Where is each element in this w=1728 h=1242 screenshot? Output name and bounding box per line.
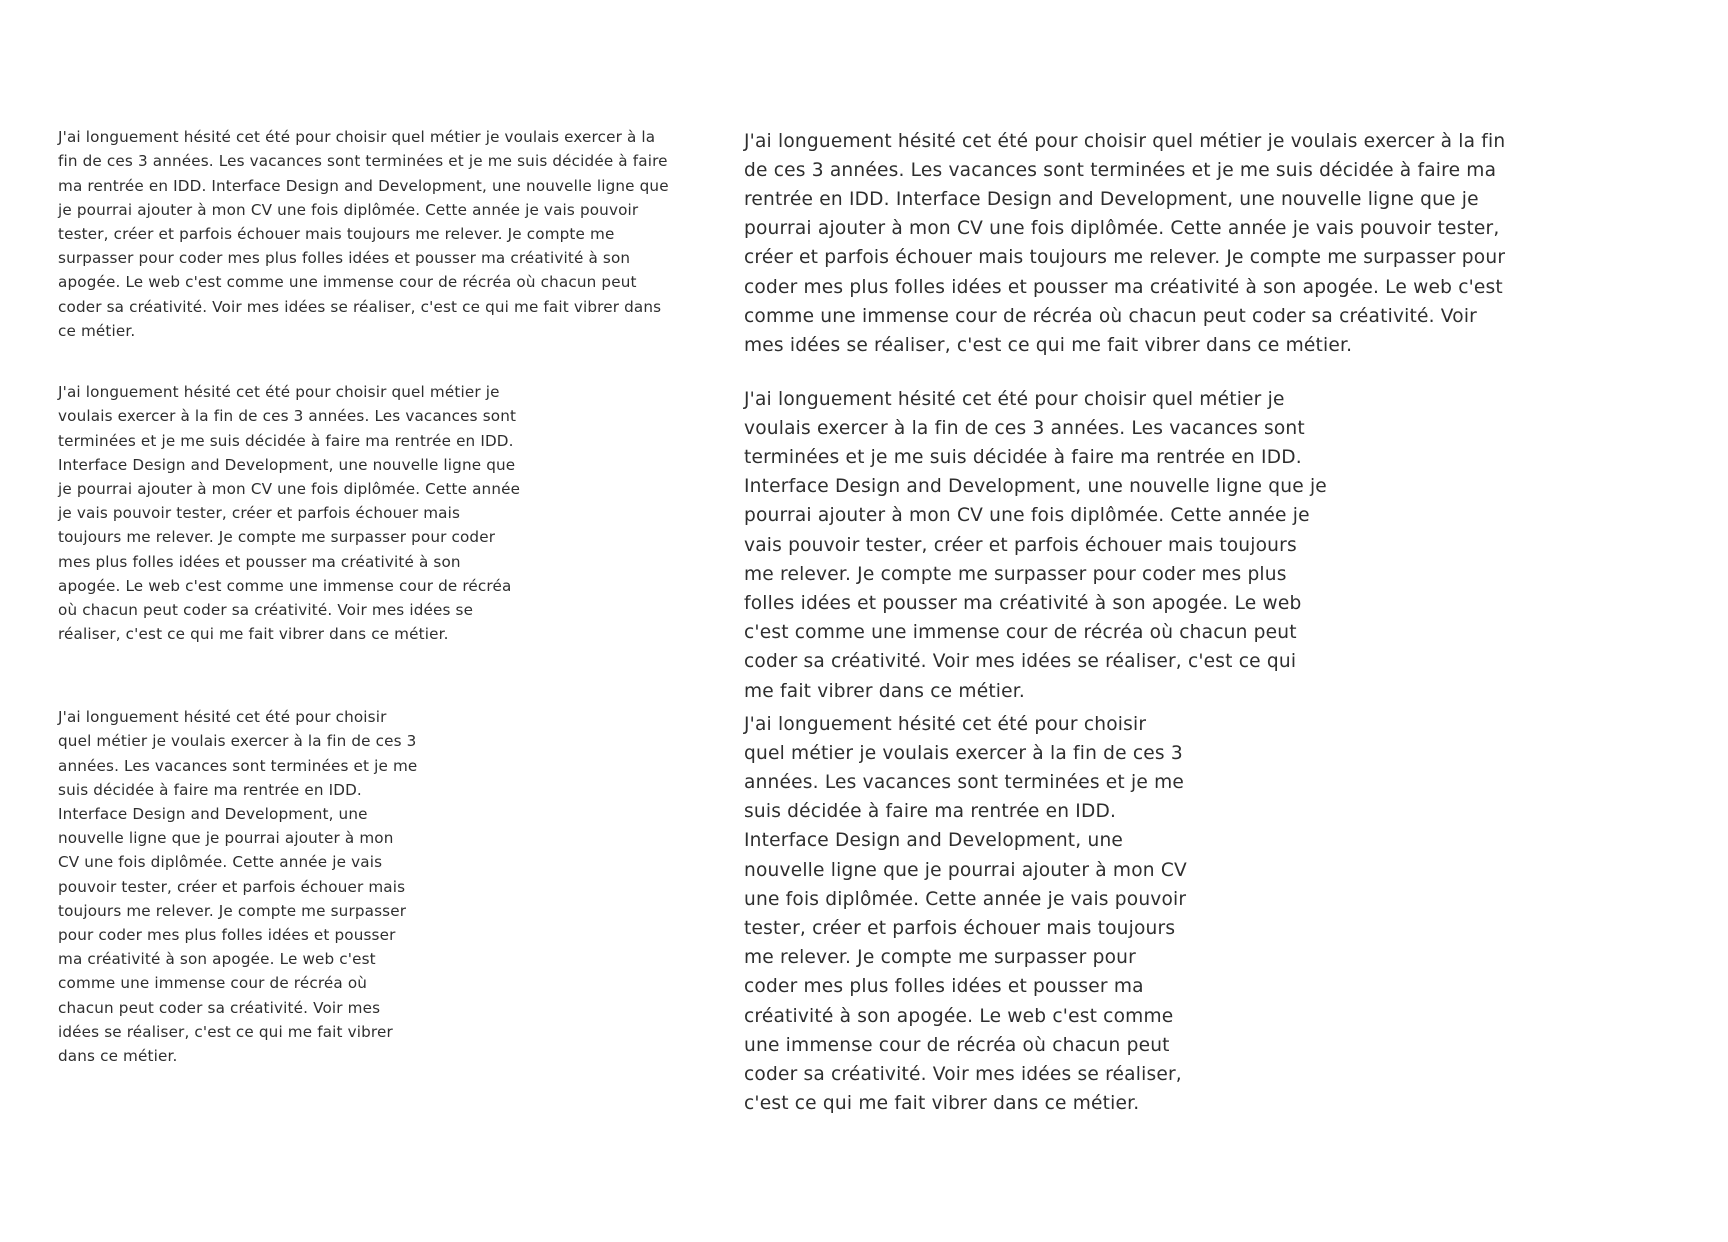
right-column-paragraph-narrow: J'ai longuement hésité cet été pour choisir quel métier je voulais exercer à la fin de ces 3 années. Les vacances sont terminées et je me suis décidée à faire ma rentrée en IDD. Interface Design and Development, une nouvelle ligne que je pourrai ajouter à mon CV une fois diplômée. Cette année je vais pouvoir tester, créer et parfois échouer mais toujours me relever. Je compte me surpasser pour coder mes plus folles idées et pousser ma créativité à son apogée. Le web c'est comme une immense cour de récréa où chacun peut coder sa créativité. Voir mes idées se réaliser, c'est ce qui me fait vibrer dans ce métier.	[744, 713, 1187, 1115]
left-column-paragraph-medium: J'ai longuement hésité cet été pour choisir quel métier je voulais exercer à la fin de ces 3 années. Les vacances sont terminées et je me suis décidée à faire ma rentrée en IDD. Interface Design and Development, une nouvelle ligne que je pourrai ajouter à mon CV une fois diplômée. Cette année je vais pouvoir tester, créer et parfois échouer mais toujours me relever. Je compte me surpasser pour coder mes plus folles idées et pousser ma créativité à son apogée. Le web c'est comme une immense cour de récréa où chacun peut coder sa créativité. Voir mes idées se réaliser, c'est ce qui me fait vibrer dans ce métier.	[58, 383, 521, 644]
left-column-paragraph-narrow: J'ai longuement hésité cet été pour choisir quel métier je voulais exercer à la fin de ces 3 années. Les vacances sont terminées et je me suis décidée à faire ma rentrée en IDD. Interface Design and Development, une nouvelle ligne que je pourrai ajouter à mon CV une fois diplômée. Cette année je vais pouvoir tester, créer et parfois échouer mais toujours me relever. Je compte me surpasser pour coder mes plus folles idées et pousser ma créativité à son apogée. Le web c'est comme une immense cour de récréa où chacun peut coder sa créativité. Voir mes idées se réaliser, c'est ce qui me fait vibrer dans ce métier.	[58, 708, 418, 1066]
left-column-paragraph-wide: J'ai longuement hésité cet été pour choisir quel métier je voulais exercer à la fin de ces 3 années. Les vacances sont terminées et je me suis décidée à faire ma rentrée en IDD. Interface Design and Development, une nouvelle ligne que je pourrai ajouter à mon CV une fois diplômée. Cette année je vais pouvoir tester, créer et parfois échouer mais toujours me relever. Je compte me surpasser pour coder mes plus folles idées et pousser ma créativité à son apogée. Le web c'est comme une immense cour de récréa où chacun peut coder sa créativité. Voir mes idées se réaliser, c'est ce qui me fait vibrer dans ce métier.	[58, 128, 669, 340]
right-column-paragraph-wide: J'ai longuement hésité cet été pour choisir quel métier je voulais exercer à la fin de ces 3 années. Les vacances sont terminées et je me suis décidée à faire ma rentrée en IDD. Interface Design and Development, une nouvelle ligne que je pourrai ajouter à mon CV une fois diplômée. Cette année je vais pouvoir tester, créer et parfois échouer mais toujours me relever. Je compte me surpasser pour coder mes plus folles idées et pousser ma créativité à son apogée. Le web c'est comme une immense cour de récréa où chacun peut coder sa créativité. Voir mes idées se réaliser, c'est ce qui me fait vibrer dans ce métier.	[744, 130, 1506, 357]
right-column-paragraph-medium: J'ai longuement hésité cet été pour choisir quel métier je voulais exercer à la fin de ces 3 années. Les vacances sont terminées et je me suis décidée à faire ma rentrée en IDD. Interface Design and Development, une nouvelle ligne que je pourrai ajouter à mon CV une fois diplômée. Cette année je vais pouvoir tester, créer et parfois échouer mais toujours me relever. Je compte me surpasser pour coder mes plus folles idées et pousser ma créativité à son apogée. Le web c'est comme une immense cour de récréa où chacun peut coder sa créativité. Voir mes idées se réaliser, c'est ce qui me fait vibrer dans ce métier.	[744, 388, 1327, 702]
